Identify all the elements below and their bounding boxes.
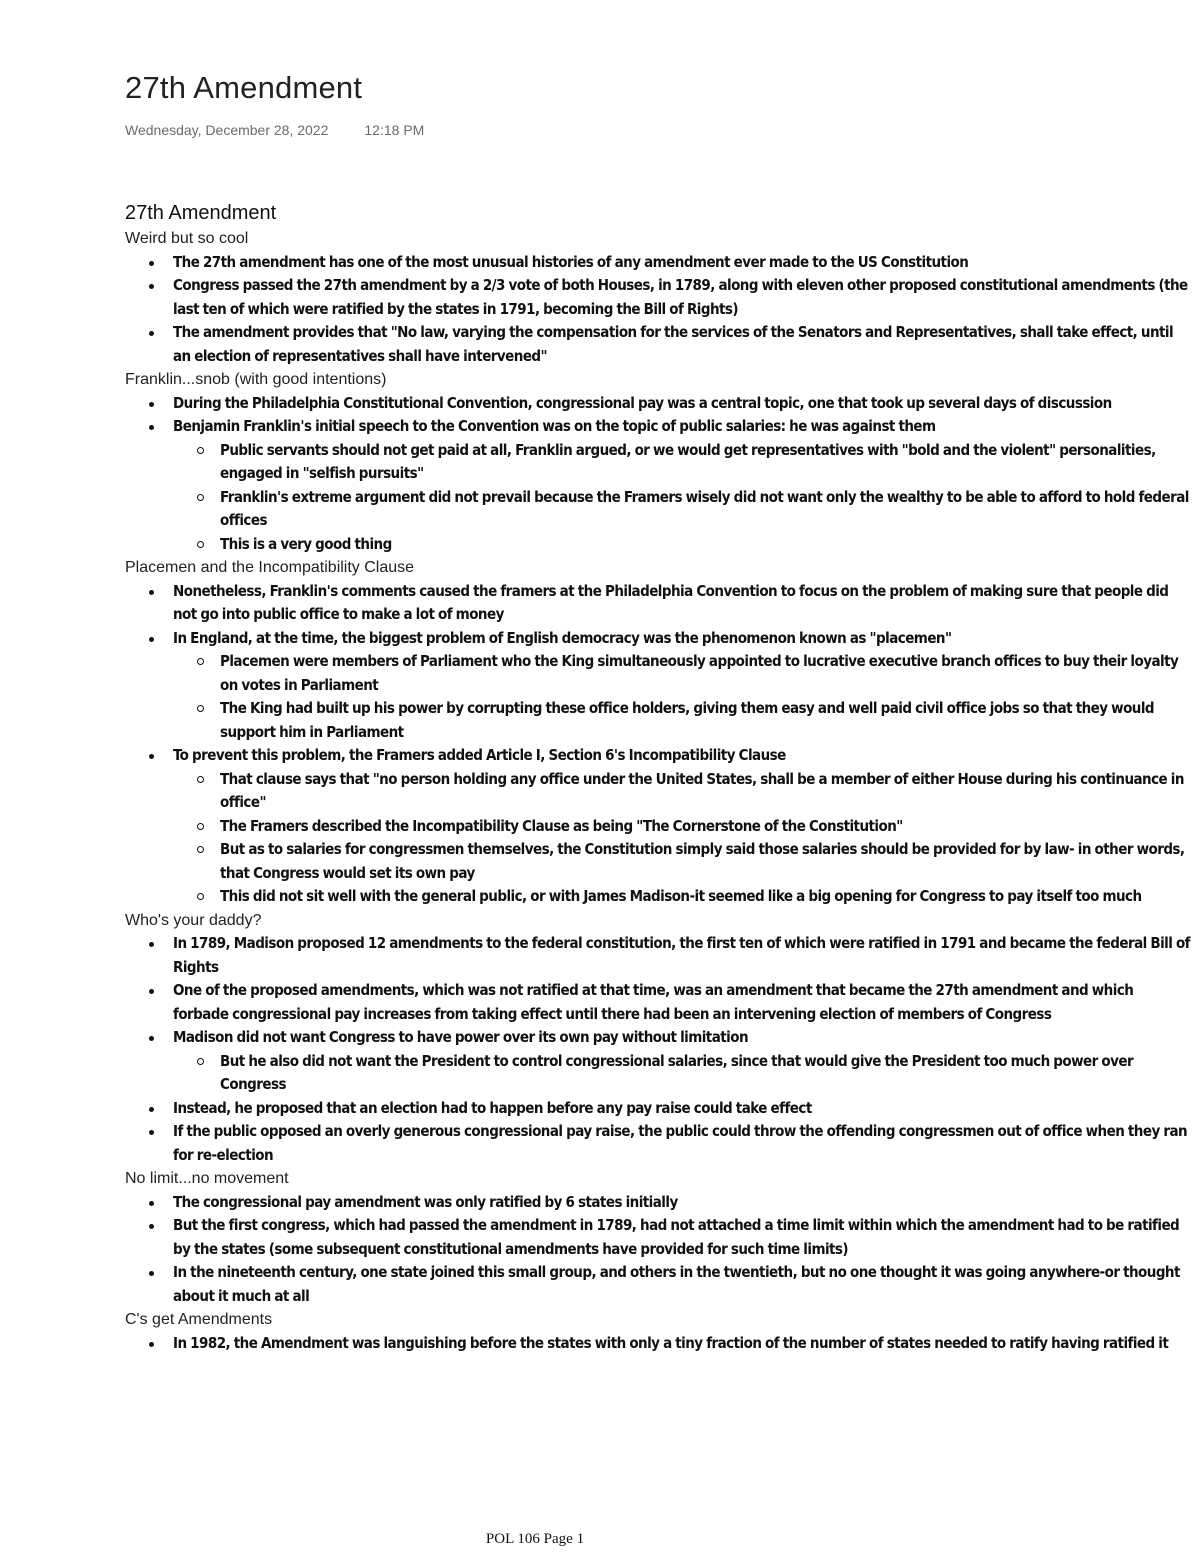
note-body bbox=[125, 199, 1190, 1355]
list-item bbox=[125, 580, 1190, 627]
list-item bbox=[125, 274, 1190, 321]
bullet-disc-icon bbox=[149, 1107, 154, 1112]
list-item-text: The congressional pay amendment was only ratified by 6 states initially bbox=[173, 1192, 678, 1211]
list-item-text: If the public opposed an overly generous congressional pay raise, the public could throw the offending congressmen out of office when they ran for re-election bbox=[173, 1122, 1188, 1164]
page-date: Wednesday, December 28, 2022 bbox=[125, 122, 329, 138]
list-item bbox=[125, 1120, 1190, 1167]
list-item bbox=[125, 1214, 1190, 1261]
list-item bbox=[125, 1026, 1190, 1097]
list-item-text: Congress passed the 27th amendment by a 2/3 vote of both Houses, in 1789, along with eleven other proposed constitutional amendments (the last ten of which were ratified by the states in 1791, becoming the Bill of Rights) bbox=[173, 276, 1188, 318]
list-item-text: During the Philadelphia Constitutional Convention, congressional pay was a central topic, one that took up several days of discussion bbox=[173, 393, 1112, 412]
list-item-text: One of the proposed amendments, which was not ratified at that time, was an amendment that became the 27th amendment and which forbade congressional pay increases from taking effect until there had been an intervening election of members of Congress bbox=[173, 981, 1134, 1023]
bullet-circle-icon bbox=[197, 846, 204, 853]
bullet-disc-icon bbox=[149, 754, 154, 759]
bullet-circle-icon bbox=[197, 494, 204, 501]
sub-bullet-list bbox=[173, 1050, 1190, 1097]
bullet-circle-icon bbox=[197, 705, 204, 712]
bullet-disc-icon bbox=[149, 989, 154, 994]
sub-list-item bbox=[173, 439, 1190, 486]
section-title: 27th Amendment bbox=[125, 202, 277, 224]
sub-list-item bbox=[173, 486, 1190, 533]
list-item-text: The amendment provides that "No law, varying the compensation for the services of the Senators and Representatives, shall take effect, until an election of representatives shall have intervened" bbox=[173, 323, 1174, 365]
sub-list-item-text: Franklin's extreme argument did not prevail because the Framers wisely did not want only the wealthy to be able to afford to hold federal offices bbox=[220, 487, 1189, 529]
list-item bbox=[125, 744, 1190, 909]
list-item-text: Nonetheless, Franklin's comments caused the framers at the Philadelphia Convention to focus on the problem of making sure that people did not go into public office to make a lot of money bbox=[173, 581, 1169, 623]
sub-list-item-text: But he also did not want the President to control congressional salaries, since that would give the President too much power over Congress bbox=[220, 1051, 1134, 1093]
sub-list-item-text: But as to salaries for congressmen themselves, the Constitution simply said those salaries should be provided for by law- in other words, that Congress would set its own pay bbox=[220, 840, 1185, 882]
bullet-disc-icon bbox=[149, 1201, 154, 1206]
list-item bbox=[125, 932, 1190, 979]
sub-list-item-text: This is a very good thing bbox=[220, 534, 392, 553]
sub-list-item bbox=[173, 768, 1190, 815]
bullet-disc-icon bbox=[149, 425, 154, 430]
section-heading: Franklin...snob (with good intentions) bbox=[125, 371, 387, 388]
list-item bbox=[125, 627, 1190, 745]
bullet-circle-icon bbox=[197, 823, 204, 830]
list-item-text: To prevent this problem, the Framers added Article I, Section 6's Incompatibility Clause bbox=[173, 746, 786, 764]
bullet-disc-icon bbox=[149, 1130, 154, 1135]
bullet-circle-icon bbox=[197, 541, 204, 548]
page-title: 27th Amendment bbox=[125, 70, 363, 105]
list-item bbox=[125, 321, 1190, 368]
list-item-text: Madison did not want Congress to have power over its own pay without limitation bbox=[173, 1028, 749, 1046]
sub-list-item-text: Public servants should not get paid at all, Franklin argued, or we would get representatives with "bold and the violent" personalities, engaged in "selfish pursuits" bbox=[220, 440, 1156, 482]
sub-list-item-text: The King had built up his power by corrupting these office holders, giving them easy and well paid civil office jobs so that they would support him in Parliament bbox=[220, 699, 1155, 741]
list-item bbox=[125, 392, 1190, 416]
bullet-circle-icon bbox=[197, 658, 204, 665]
bullet-circle-icon bbox=[197, 776, 204, 783]
bullet-list bbox=[125, 392, 1190, 557]
sub-bullet-list bbox=[173, 439, 1190, 557]
list-item-text: Benjamin Franklin's initial speech to the Convention was on the topic of public salaries: he was against them bbox=[173, 417, 936, 435]
page-time: 12:18 PM bbox=[364, 122, 425, 138]
bullet-list bbox=[125, 1191, 1190, 1309]
section-heading: Placemen and the Incompatibility Clause bbox=[125, 559, 415, 576]
list-item bbox=[125, 1332, 1190, 1356]
bullet-disc-icon bbox=[149, 1342, 154, 1347]
bullet-list bbox=[125, 1332, 1190, 1356]
sub-list-item bbox=[173, 697, 1190, 744]
list-item bbox=[125, 251, 1190, 275]
bullet-list bbox=[125, 251, 1190, 369]
sub-list-item bbox=[173, 1050, 1190, 1097]
section-heading: Who's your daddy? bbox=[125, 911, 262, 929]
sub-list-item-text: The Framers described the Incompatibility Clause as being "The Cornerstone of the Constitution" bbox=[220, 816, 903, 835]
bullet-list bbox=[125, 580, 1190, 909]
sub-list-item-text: That clause says that "no person holding any office under the United States, shall be a member of either House during his continuance in office" bbox=[220, 769, 1184, 811]
list-item bbox=[125, 1097, 1190, 1121]
bullet-circle-icon bbox=[197, 447, 204, 454]
list-item-text: The 27th amendment has one of the most unusual histories of any amendment ever made to the US Constitution bbox=[173, 252, 969, 271]
bullet-list bbox=[125, 932, 1190, 1167]
sub-list-item-text: This did not sit well with the general public, or with James Madison-it seemed like a big opening for Congress to pay itself too much bbox=[220, 887, 1142, 905]
list-item bbox=[125, 1191, 1190, 1215]
sub-list-item bbox=[173, 838, 1190, 885]
bullet-disc-icon bbox=[149, 1271, 154, 1276]
sub-list-item bbox=[173, 533, 1190, 557]
list-item-text: In 1789, Madison proposed 12 amendments to the federal constitution, the first ten of which were ratified in 1791 and became the federal Bill of Rights bbox=[173, 934, 1190, 976]
sub-list-item bbox=[173, 815, 1190, 839]
sub-list-item-text: Placemen were members of Parliament who the King simultaneously appointed to lucrative executive branch offices to buy their loyalty on votes in Parliament bbox=[220, 652, 1179, 694]
bullet-disc-icon bbox=[149, 261, 154, 266]
sub-list-item bbox=[173, 650, 1190, 697]
list-item-text: But the first congress, which had passed the amendment in 1789, had not attached a time limit within which the amendment had to be ratified by the states (some subsequent constitutional amendments have provided for such time limits) bbox=[173, 1216, 1180, 1258]
sub-bullet-list bbox=[173, 768, 1190, 909]
list-item-text: Instead, he proposed that an election had to happen before any pay raise could take effect bbox=[173, 1098, 812, 1117]
list-item-text: In England, at the time, the biggest problem of English democracy was the phenomenon known as "placemen" bbox=[173, 628, 952, 647]
bullet-disc-icon bbox=[149, 942, 154, 947]
list-item-text: In 1982, the Amendment was languishing before the states with only a tiny fraction of the number of states needed to ratify having ratified it bbox=[173, 1333, 1169, 1352]
sub-bullet-list bbox=[173, 650, 1190, 744]
list-item bbox=[125, 979, 1190, 1026]
page-meta bbox=[125, 122, 424, 138]
bullet-disc-icon bbox=[149, 331, 154, 336]
bullet-disc-icon bbox=[149, 1036, 154, 1041]
bullet-circle-icon bbox=[197, 1058, 204, 1065]
page-footer: POL 106 Page 1 bbox=[485, 1531, 585, 1547]
bullet-disc-icon bbox=[149, 1224, 154, 1229]
bullet-circle-icon bbox=[197, 893, 204, 900]
bullet-disc-icon bbox=[149, 402, 154, 407]
list-item bbox=[125, 1261, 1190, 1308]
list-item bbox=[125, 415, 1190, 556]
bullet-disc-icon bbox=[149, 590, 154, 595]
section-heading: Weird but so cool bbox=[125, 230, 249, 247]
sub-list-item bbox=[173, 885, 1190, 909]
bullet-disc-icon bbox=[149, 637, 154, 642]
list-item-text: In the nineteenth century, one state joined this small group, and others in the twentieth, but no one thought it was going anywhere-or thought about it much at all bbox=[173, 1263, 1180, 1305]
section-heading: No limit...no movement bbox=[125, 1170, 289, 1187]
section-heading: C's get Amendments bbox=[125, 1311, 273, 1328]
bullet-disc-icon bbox=[149, 284, 154, 289]
